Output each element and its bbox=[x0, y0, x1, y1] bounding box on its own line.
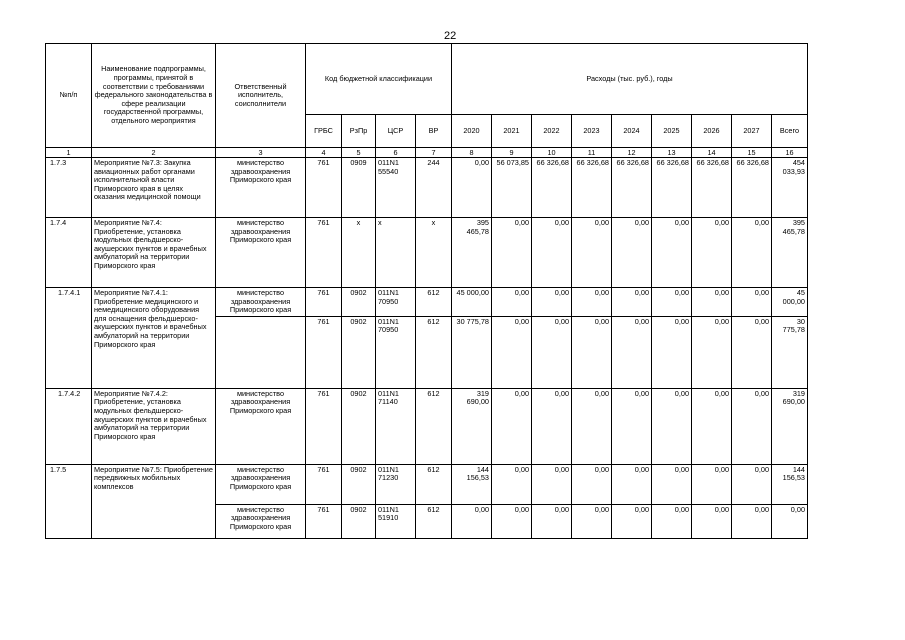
row-year-value: 0,00 bbox=[692, 464, 732, 504]
year-column-header: 2023 bbox=[572, 115, 612, 148]
header-executor: Ответственный исполнитель, соисполнители bbox=[216, 44, 306, 148]
row-rzpr: 0902 bbox=[342, 388, 376, 464]
column-number: 9 bbox=[492, 148, 532, 158]
row-year-value: 0,00 bbox=[492, 316, 532, 388]
row-year-value: 0,00 bbox=[652, 464, 692, 504]
row-year-value: 144 156,53 bbox=[452, 464, 492, 504]
row-name: Мероприятие №7.4.2: Приобретение, установка модульных фельдшерско-акушерских пунктов и врачебных амбулаторий на территории Приморского края bbox=[92, 388, 216, 464]
column-number: 7 bbox=[416, 148, 452, 158]
code-column-header: РзПр bbox=[342, 115, 376, 148]
year-column-header: 2024 bbox=[612, 115, 652, 148]
row-year-value: 0,00 bbox=[492, 464, 532, 504]
year-column-header: 2026 bbox=[692, 115, 732, 148]
row-grbs: 761 bbox=[306, 464, 342, 504]
row-year-value: 0,00 bbox=[572, 504, 612, 538]
column-number: 12 bbox=[612, 148, 652, 158]
row-year-value: 0,00 bbox=[492, 218, 532, 288]
year-column-header: 2021 bbox=[492, 115, 532, 148]
row-year-value: 0,00 bbox=[732, 464, 772, 504]
row-year-value: 0,00 bbox=[692, 504, 732, 538]
column-number: 2 bbox=[92, 148, 216, 158]
row-year-value: 0,00 bbox=[572, 288, 612, 317]
row-csr: 011N1 70950 bbox=[376, 316, 416, 388]
code-column-header: ВР bbox=[416, 115, 452, 148]
row-vr: 612 bbox=[416, 464, 452, 504]
row-csr: 011N1 70950 bbox=[376, 288, 416, 317]
row-year-value: 0,00 bbox=[612, 218, 652, 288]
row-vr: x bbox=[416, 218, 452, 288]
page-number: 22 bbox=[444, 30, 457, 42]
row-year-value: 45 000,00 bbox=[452, 288, 492, 317]
row-name: Мероприятие №7.4.1: Приобретение медицинского и немедицинского оборудования для оснащения фельдшерско-акушерских пунктов и врачебных амбулаторий на территории Приморского края bbox=[92, 288, 216, 389]
year-column-header: 2025 bbox=[652, 115, 692, 148]
row-year-value: 0,00 bbox=[532, 316, 572, 388]
row-year-value: 0,00 bbox=[652, 288, 692, 317]
header-name: Наименование подпрограммы, программы, принятой в соответствии с требованиями федерального законодательства в сфере реализации государственной программы, отдельного мероприятия bbox=[92, 44, 216, 148]
row-year-value: 0,00 bbox=[732, 504, 772, 538]
row-year-value: 0,00 bbox=[652, 316, 692, 388]
row-year-value: 0,00 bbox=[612, 316, 652, 388]
row-year-value: 66 326,68 bbox=[652, 158, 692, 218]
row-grbs: 761 bbox=[306, 388, 342, 464]
row-name: Мероприятие №7.4: Приобретение, установка модульных фельдшерско-акушерских пунктов и врачебных амбулаторий на территории Приморского края bbox=[92, 218, 216, 288]
row-grbs: 761 bbox=[306, 504, 342, 538]
row-rzpr: 0902 bbox=[342, 316, 376, 388]
table-row bbox=[46, 158, 808, 218]
row-csr: 011N1 51910 bbox=[376, 504, 416, 538]
row-vr: 244 bbox=[416, 158, 452, 218]
row-year-value: 0,00 bbox=[732, 218, 772, 288]
row-grbs: 761 bbox=[306, 218, 342, 288]
year-column-header: 2022 bbox=[532, 115, 572, 148]
column-number: 11 bbox=[572, 148, 612, 158]
row-rzpr: x bbox=[342, 218, 376, 288]
row-year-value: 0,00 bbox=[652, 504, 692, 538]
row-total: 30 775,78 bbox=[772, 316, 808, 388]
row-executor: министерство здравоохранения Приморского края bbox=[216, 218, 306, 288]
code-column-header: ЦСР bbox=[376, 115, 416, 148]
column-number: 14 bbox=[692, 148, 732, 158]
row-number: 1.7.4.1 bbox=[46, 288, 92, 389]
table-row bbox=[46, 218, 808, 288]
row-rzpr: 0902 bbox=[342, 288, 376, 317]
row-year-value: 66 326,68 bbox=[732, 158, 772, 218]
row-grbs: 761 bbox=[306, 316, 342, 388]
row-year-value: 0,00 bbox=[532, 464, 572, 504]
row-year-value: 0,00 bbox=[492, 288, 532, 317]
year-column-header: 2020 bbox=[452, 115, 492, 148]
row-year-value: 0,00 bbox=[572, 388, 612, 464]
row-executor: министерство здравоохранения Приморского края bbox=[216, 288, 306, 317]
row-year-value: 0,00 bbox=[612, 464, 652, 504]
row-number: 1.7.5 bbox=[46, 464, 92, 538]
row-year-value: 0,00 bbox=[612, 288, 652, 317]
row-year-value: 0,00 bbox=[452, 504, 492, 538]
row-executor: министерство здравоохранения Приморского края bbox=[216, 464, 306, 504]
row-year-value: 0,00 bbox=[572, 464, 612, 504]
row-vr: 612 bbox=[416, 316, 452, 388]
row-year-value: 395 465,78 bbox=[452, 218, 492, 288]
row-name: Мероприятие №7.3: Закупка авиационных работ органами исполнительной власти Приморского края в целях оказания медицинской помощи bbox=[92, 158, 216, 218]
column-numbers-row bbox=[46, 148, 808, 158]
table-row bbox=[46, 464, 808, 504]
row-vr: 612 bbox=[416, 288, 452, 317]
column-number: 10 bbox=[532, 148, 572, 158]
year-column-header: 2027 bbox=[732, 115, 772, 148]
row-year-value: 0,00 bbox=[652, 388, 692, 464]
row-year-value: 0,00 bbox=[732, 288, 772, 317]
row-csr: 011N1 71230 bbox=[376, 464, 416, 504]
row-year-value: 0,00 bbox=[612, 388, 652, 464]
row-year-value: 0,00 bbox=[692, 288, 732, 317]
column-number: 6 bbox=[376, 148, 416, 158]
row-vr: 612 bbox=[416, 388, 452, 464]
row-number: 1.7.3 bbox=[46, 158, 92, 218]
row-year-value: 0,00 bbox=[532, 388, 572, 464]
row-year-value: 0,00 bbox=[492, 388, 532, 464]
row-year-value: 0,00 bbox=[732, 316, 772, 388]
row-rzpr: 0909 bbox=[342, 158, 376, 218]
row-year-value: 0,00 bbox=[612, 504, 652, 538]
row-year-value: 0,00 bbox=[532, 288, 572, 317]
row-number: 1.7.4.2 bbox=[46, 388, 92, 464]
row-total: 319 690,00 bbox=[772, 388, 808, 464]
row-csr: 011N1 55540 bbox=[376, 158, 416, 218]
row-year-value: 0,00 bbox=[452, 158, 492, 218]
budget-table bbox=[45, 43, 808, 539]
row-total: 144 156,53 bbox=[772, 464, 808, 504]
column-number: 4 bbox=[306, 148, 342, 158]
column-number: 3 bbox=[216, 148, 306, 158]
header-num: №п/п bbox=[46, 44, 92, 148]
row-executor: министерство здравоохранения Приморского края bbox=[216, 388, 306, 464]
row-year-value: 66 326,68 bbox=[532, 158, 572, 218]
row-year-value: 30 775,78 bbox=[452, 316, 492, 388]
year-column-header: Всего bbox=[772, 115, 808, 148]
header-expenses: Расходы (тыс. руб.), годы bbox=[452, 44, 808, 115]
row-number: 1.7.4 bbox=[46, 218, 92, 288]
row-total: 0,00 bbox=[772, 504, 808, 538]
header-budget-code: Код бюджетной классификации bbox=[306, 44, 452, 115]
row-year-value: 66 326,68 bbox=[612, 158, 652, 218]
code-column-header: ГРБС bbox=[306, 115, 342, 148]
row-total: 454 033,93 bbox=[772, 158, 808, 218]
column-number: 13 bbox=[652, 148, 692, 158]
table-row bbox=[46, 288, 808, 317]
row-vr: 612 bbox=[416, 504, 452, 538]
row-name: Мероприятие №7.5: Приобретение передвижных мобильных комплексов bbox=[92, 464, 216, 538]
row-grbs: 761 bbox=[306, 158, 342, 218]
table-row bbox=[46, 388, 808, 464]
row-year-value: 0,00 bbox=[532, 218, 572, 288]
row-year-value: 66 326,68 bbox=[572, 158, 612, 218]
row-year-value: 0,00 bbox=[692, 388, 732, 464]
row-year-value: 56 073,85 bbox=[492, 158, 532, 218]
row-year-value: 0,00 bbox=[652, 218, 692, 288]
row-total: 395 465,78 bbox=[772, 218, 808, 288]
row-year-value: 0,00 bbox=[732, 388, 772, 464]
row-year-value: 0,00 bbox=[572, 316, 612, 388]
row-executor bbox=[216, 316, 306, 388]
header-row bbox=[46, 44, 808, 115]
column-number: 5 bbox=[342, 148, 376, 158]
row-csr: 011N1 71140 bbox=[376, 388, 416, 464]
row-year-value: 0,00 bbox=[532, 504, 572, 538]
row-rzpr: 0902 bbox=[342, 504, 376, 538]
row-year-value: 66 326,68 bbox=[692, 158, 732, 218]
column-number: 15 bbox=[732, 148, 772, 158]
row-rzpr: 0902 bbox=[342, 464, 376, 504]
row-executor: министерство здравоохранения Приморского края bbox=[216, 158, 306, 218]
row-grbs: 761 bbox=[306, 288, 342, 317]
column-number: 1 bbox=[46, 148, 92, 158]
row-total: 45 000,00 bbox=[772, 288, 808, 317]
row-year-value: 0,00 bbox=[692, 316, 732, 388]
row-executor: министерство здравоохранения Приморского края bbox=[216, 504, 306, 538]
row-year-value: 0,00 bbox=[692, 218, 732, 288]
row-csr: x bbox=[376, 218, 416, 288]
column-number: 16 bbox=[772, 148, 808, 158]
row-year-value: 0,00 bbox=[492, 504, 532, 538]
column-number: 8 bbox=[452, 148, 492, 158]
row-year-value: 319 690,00 bbox=[452, 388, 492, 464]
row-year-value: 0,00 bbox=[572, 218, 612, 288]
